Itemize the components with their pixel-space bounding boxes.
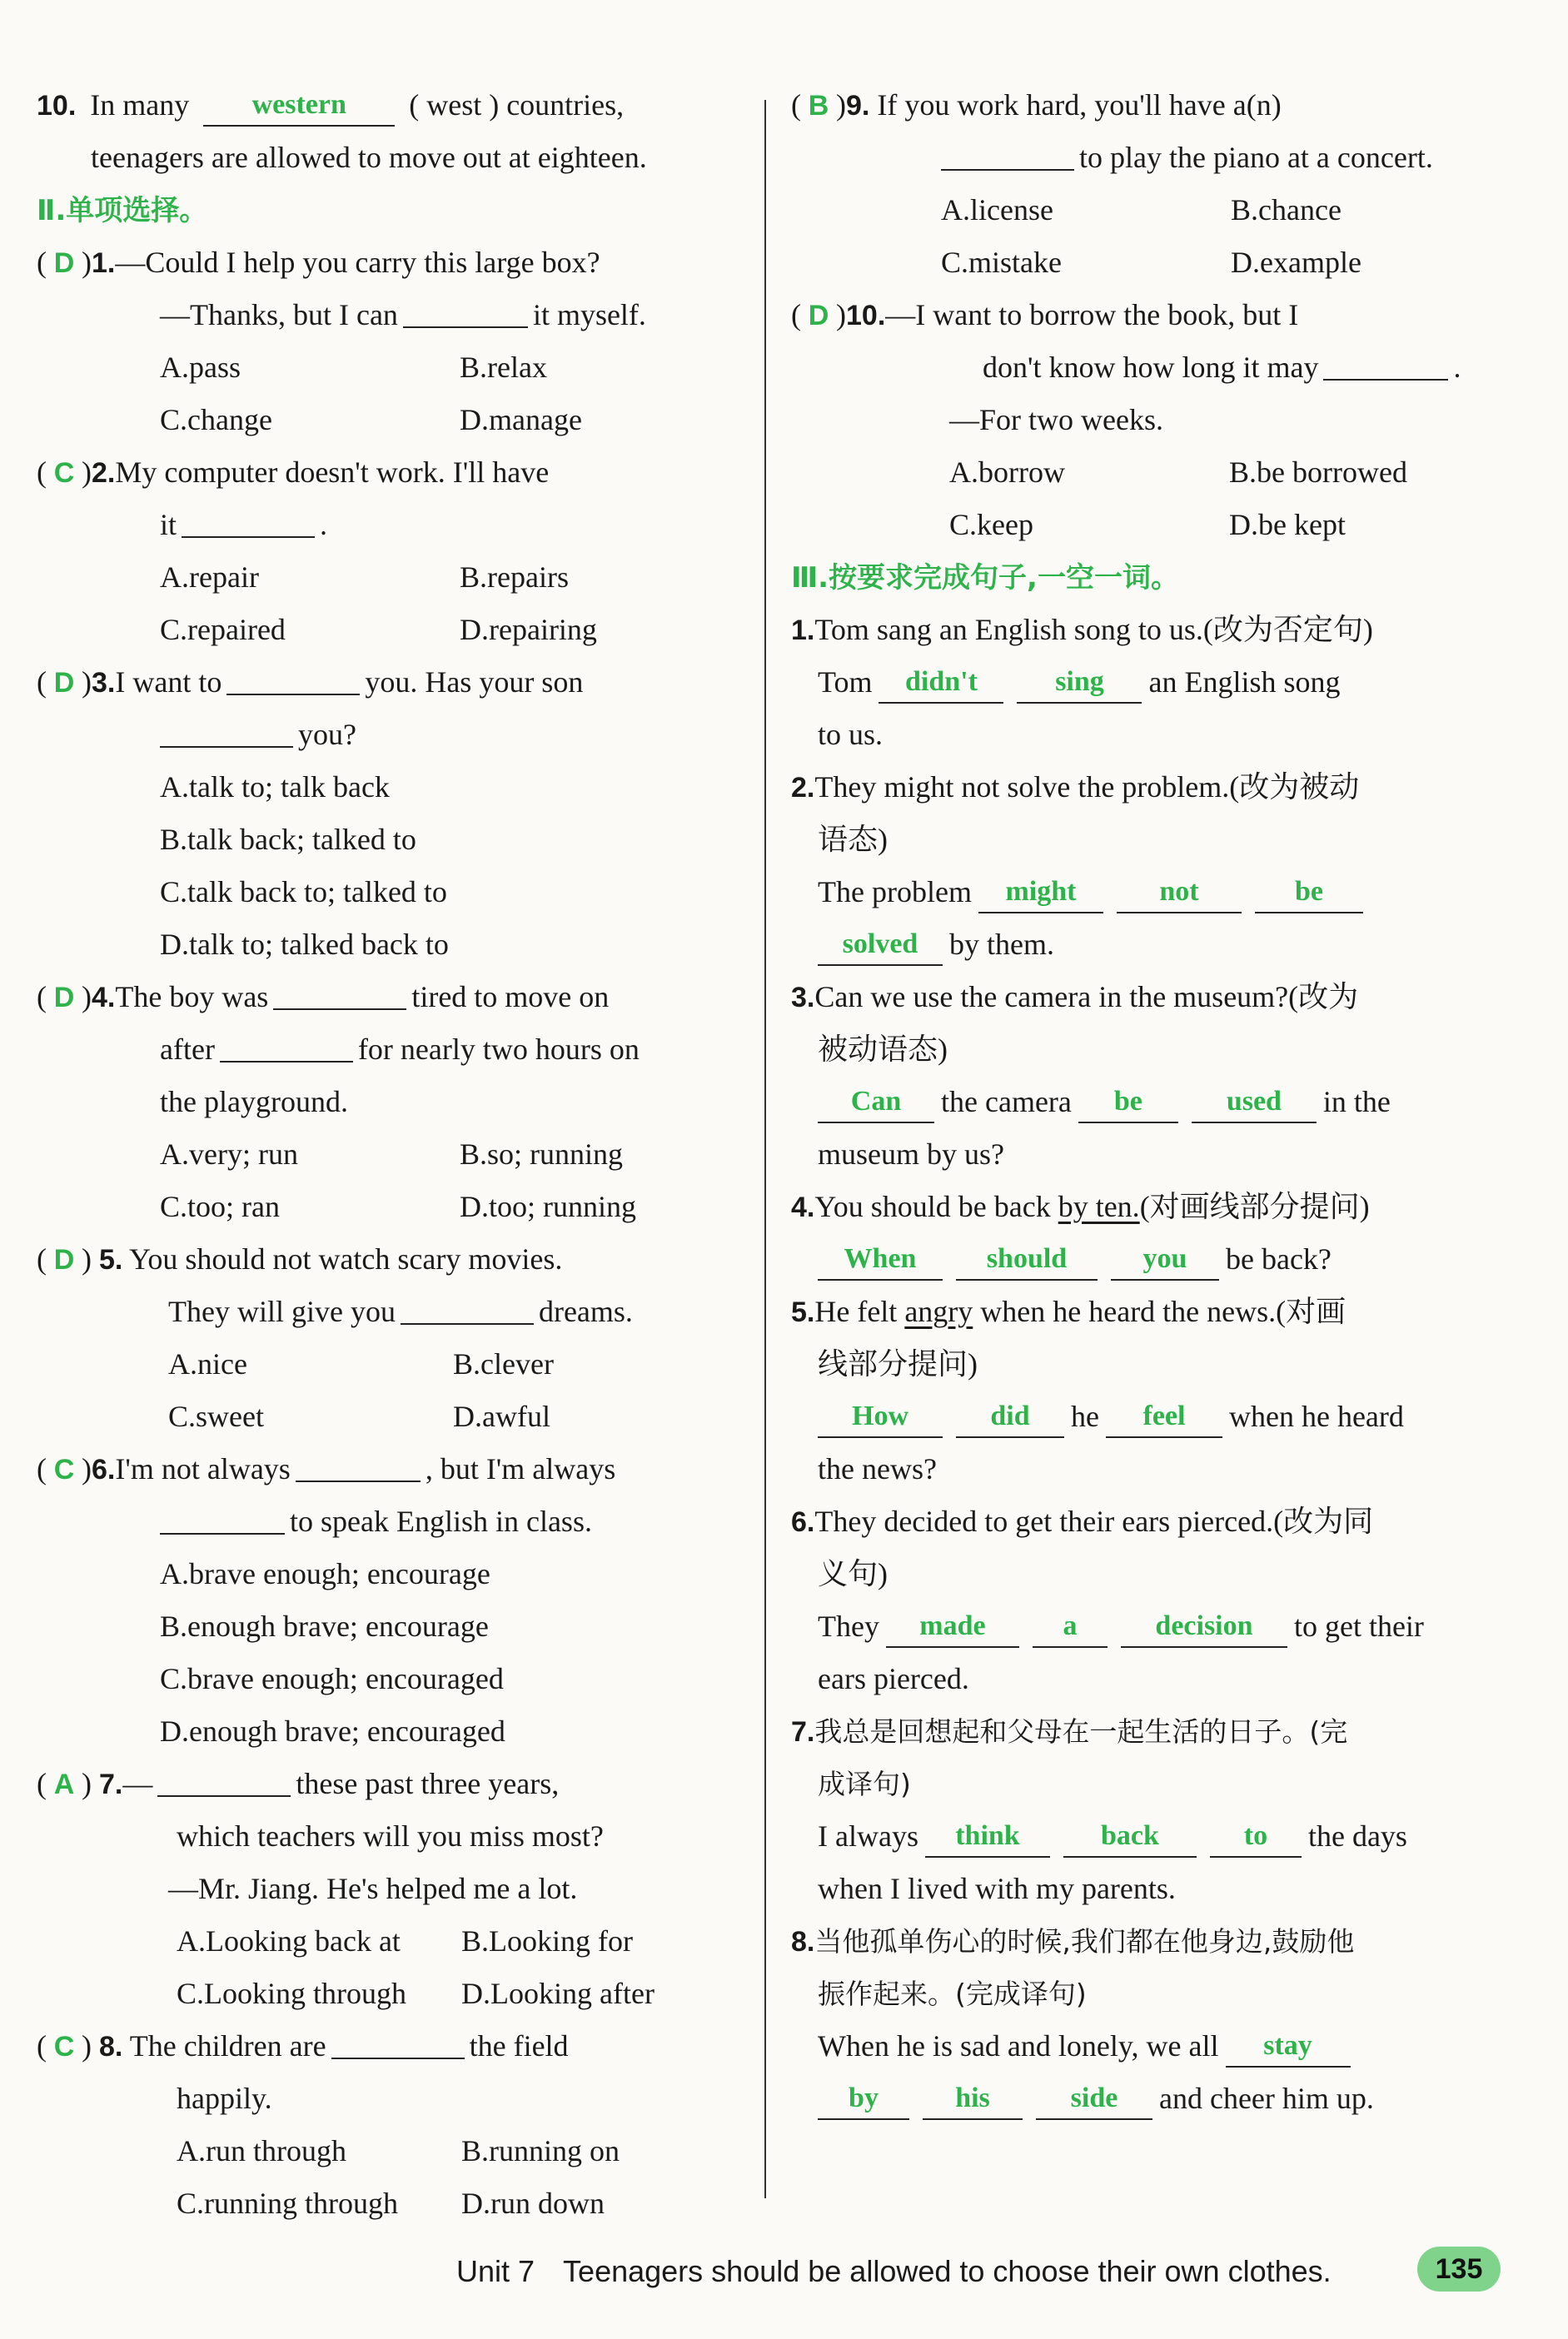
answer-fill: When [818, 1242, 943, 1281]
options-row: A.run through B.running on [177, 2134, 620, 2167]
question-10-line2: don't know how long it may . [791, 341, 1514, 394]
answer-letter: C [53, 457, 75, 489]
question-1: ( D )1.—Could I help you carry this large box? [37, 236, 738, 289]
question-8: ( C ) 8. The children are the field [37, 2020, 738, 2073]
options-row: A.borrow B.be borrowed [949, 455, 1407, 489]
question-10-line2: teenagers are allowed to move out at eighteen. [91, 141, 647, 174]
answer-fill: did [956, 1400, 1064, 1438]
answer-fill: might [978, 875, 1103, 913]
options-row: C.keep D.be kept [949, 508, 1346, 541]
options-row: C.running through D.run down [177, 2187, 605, 2220]
answer-letter: B [808, 90, 829, 122]
option: B.talk back; talked to [160, 823, 416, 856]
answer-fill: by [818, 2082, 909, 2120]
underlined-phrase: angry [904, 1295, 973, 1328]
sentence-6-line4: ears pierced. [818, 1662, 969, 1695]
answer-fill: be [1078, 1085, 1178, 1123]
blank [182, 503, 315, 538]
blank [226, 660, 360, 695]
answer-fill: think [925, 1819, 1050, 1858]
question-2: ( C )2.My computer doesn't work. I'll have [37, 446, 738, 499]
left-column [37, 79, 738, 2230]
page-number-badge: 135 [1417, 2247, 1501, 2292]
answer-fill: Can [818, 1085, 934, 1123]
blank [220, 1028, 353, 1063]
answer-fill: side [1036, 2082, 1152, 2120]
sentence-5-line4: the news? [818, 1452, 937, 1486]
answer-fill: to [1210, 1819, 1302, 1858]
question-9-line2: to play the piano at a concert. [791, 132, 1514, 184]
question-7-line3: —Mr. Jiang. He's helped me a lot. [168, 1872, 578, 1905]
answer-fill: his [923, 2082, 1023, 2120]
sentence-7-prompt: 7.我总是回想起和父母在一起生活的日子。(完 [791, 1715, 1348, 1748]
sentence-2-prompt: 2.They might not solve the problem.(改为被动 [791, 770, 1360, 804]
unit-label: Unit 7 [456, 2254, 535, 2288]
sentence-1-prompt: 1.Tom sang an English song to us.(改为否定句) [791, 613, 1373, 646]
sentence-4-prompt: 4.You should be back by ten.(对画线部分提问) [791, 1190, 1370, 1223]
answer-fill: sing [1017, 665, 1142, 704]
answer-letter: D [808, 300, 829, 331]
answer-fill: you [1111, 1242, 1219, 1281]
sentence-3-prompt-line2: 被动语态) [818, 1033, 948, 1066]
section-title: Ⅲ.按要求完成句子,一空一词。 [791, 561, 1179, 595]
question-3: ( D )3.I want to you. Has your son [37, 656, 738, 709]
question-10: ( D )10.—I want to borrow the book, but I [791, 289, 1514, 341]
question-7-line2: which teachers will you miss most? [177, 1819, 604, 1853]
blank [941, 136, 1074, 171]
answer-fill: How [818, 1400, 943, 1438]
options-row: A.pass B.relax [160, 351, 547, 384]
answer-fill: western [203, 88, 395, 127]
question-5: ( D ) 5. You should not watch scary movies. [37, 1233, 738, 1286]
options-row: C.mistake D.example [941, 246, 1361, 279]
answer-letter: D [53, 982, 75, 1013]
sentence-3-prompt: 3.Can we use the camera in the museum?(改为 [791, 980, 1359, 1013]
answer-letter: D [53, 667, 75, 699]
question-4: ( D )4.The boy was tired to move on [37, 971, 738, 1023]
column-divider [764, 100, 766, 2198]
answer-fill: feel [1106, 1400, 1222, 1438]
blank [1323, 346, 1448, 381]
sentence-5-prompt-line2: 线部分提问) [818, 1347, 978, 1381]
blank [160, 1500, 285, 1535]
option: D.enough brave; encouraged [160, 1714, 505, 1748]
answer-letter: C [53, 2031, 75, 2063]
sentence-4-answer: When should you be back? [791, 1233, 1514, 1286]
blank [296, 1447, 421, 1482]
options-row: A.license B.chance [941, 193, 1342, 226]
sentence-2-prompt-line2: 语态) [818, 823, 888, 856]
question-9: ( B )9. If you work hard, you'll have a(n) [791, 79, 1514, 132]
options-row: C.sweet D.awful [168, 1400, 550, 1433]
option: C.talk back to; talked to [160, 875, 447, 908]
answer-fill: not [1117, 875, 1242, 913]
sentence-2-answer: The problem might not be [791, 866, 1514, 918]
options-row: C.change D.manage [160, 403, 582, 436]
option: A.brave enough; encourage [160, 1557, 490, 1590]
blank [403, 293, 528, 328]
options-row: A.repair B.repairs [160, 560, 569, 594]
options-row: C.Looking through D.Looking after [177, 1977, 655, 2010]
sentence-7-line4: when I lived with my parents. [818, 1872, 1176, 1905]
sentence-6-prompt: 6.They decided to get their ears pierced.(改为同 [791, 1505, 1374, 1538]
answer-letter: D [53, 247, 75, 279]
question-4-line2: after for nearly two hours on [37, 1023, 738, 1076]
sentence-5-answer: How did he feel when he heard [791, 1391, 1514, 1443]
question-6-line2: to speak English in class. [37, 1495, 738, 1548]
sentence-7-answer: I always think back to the days [791, 1810, 1514, 1863]
sentence-5-prompt: 5.He felt angry when he heard the news.(对画 [791, 1295, 1346, 1328]
options-row: A.very; run B.so; running [160, 1137, 624, 1171]
option: D.talk to; talked back to [160, 928, 449, 961]
question-10-line3: —For two weeks. [949, 403, 1163, 436]
sentence-6-prompt-line2: 义句) [818, 1557, 888, 1590]
sentence-1-line3: to us. [818, 718, 884, 751]
sentence-8-prompt: 8.当他孤单伤心的时候,我们都在他身边,鼓励他 [791, 1925, 1355, 1958]
answer-fill: be [1255, 875, 1363, 913]
section-title: Ⅱ.单项选择。 [37, 194, 208, 227]
answer-fill: made [886, 1610, 1019, 1648]
question-4-line3: the playground. [160, 1085, 348, 1118]
answer-fill: stay [1226, 2029, 1351, 2068]
answer-letter: A [53, 1769, 75, 1800]
blank [160, 713, 293, 748]
question-3-line2: you? [37, 709, 738, 761]
sentence-1-answer: Tom didn't sing an English song [791, 656, 1514, 709]
question-10-line1: 10. In many western ( west ) countries, [37, 79, 738, 132]
right-column [791, 79, 1514, 2125]
options-row: A.Looking back at B.Looking for [177, 1924, 633, 1958]
sentence-2-answer-line2: solved by them. [791, 918, 1514, 971]
options-row: C.repaired D.repairing [160, 613, 597, 646]
answer-letter: D [53, 1244, 75, 1276]
answer-fill: didn't [879, 665, 1003, 704]
underlined-phrase: by ten. [1058, 1190, 1140, 1223]
option: B.enough brave; encourage [160, 1610, 489, 1643]
answer-fill: solved [818, 928, 943, 966]
options-row: C.too; ran D.too; running [160, 1190, 636, 1223]
sentence-8-answer-line2: by his side and cheer him up. [791, 2073, 1514, 2125]
question-2-line2: it . [37, 499, 738, 551]
sentence-8-answer: When he is sad and lonely, we all stay [791, 2020, 1514, 2073]
sentence-3-line4: museum by us? [818, 1137, 1004, 1171]
blank [401, 1290, 534, 1325]
question-1-line2: —Thanks, but I can it myself. [37, 289, 738, 341]
option: A.talk to; talk back [160, 770, 390, 804]
question-6: ( C )6.I'm not always , but I'm always [37, 1443, 738, 1495]
answer-fill: back [1063, 1819, 1197, 1858]
options-row: A.nice B.clever [168, 1347, 554, 1381]
answer-fill: used [1192, 1085, 1317, 1123]
question-7: ( A ) 7.— these past three years, [37, 1758, 738, 1810]
answer-fill: a [1033, 1610, 1108, 1648]
sentence-3-answer: Can the camera be used in the [791, 1076, 1514, 1128]
sentence-6-answer: They made a decision to get their [791, 1600, 1514, 1653]
question-5-line2: They will give you dreams. [37, 1286, 738, 1338]
answer-letter: C [53, 1454, 75, 1486]
unit-title: Teenagers should be allowed to choose their own clothes. [563, 2254, 1332, 2288]
answer-fill: decision [1121, 1610, 1287, 1648]
blank [331, 2024, 465, 2059]
question-8-line2: happily. [177, 2082, 272, 2115]
blank [273, 975, 406, 1010]
blank [157, 1762, 291, 1797]
sentence-7-prompt-line2: 成译句) [818, 1768, 911, 1800]
answer-fill: should [956, 1242, 1098, 1281]
sentence-8-prompt-line2: 振作起来。(完成译句) [818, 1978, 1087, 2010]
option: C.brave enough; encouraged [160, 1662, 504, 1695]
page-footer [456, 2248, 1332, 2295]
